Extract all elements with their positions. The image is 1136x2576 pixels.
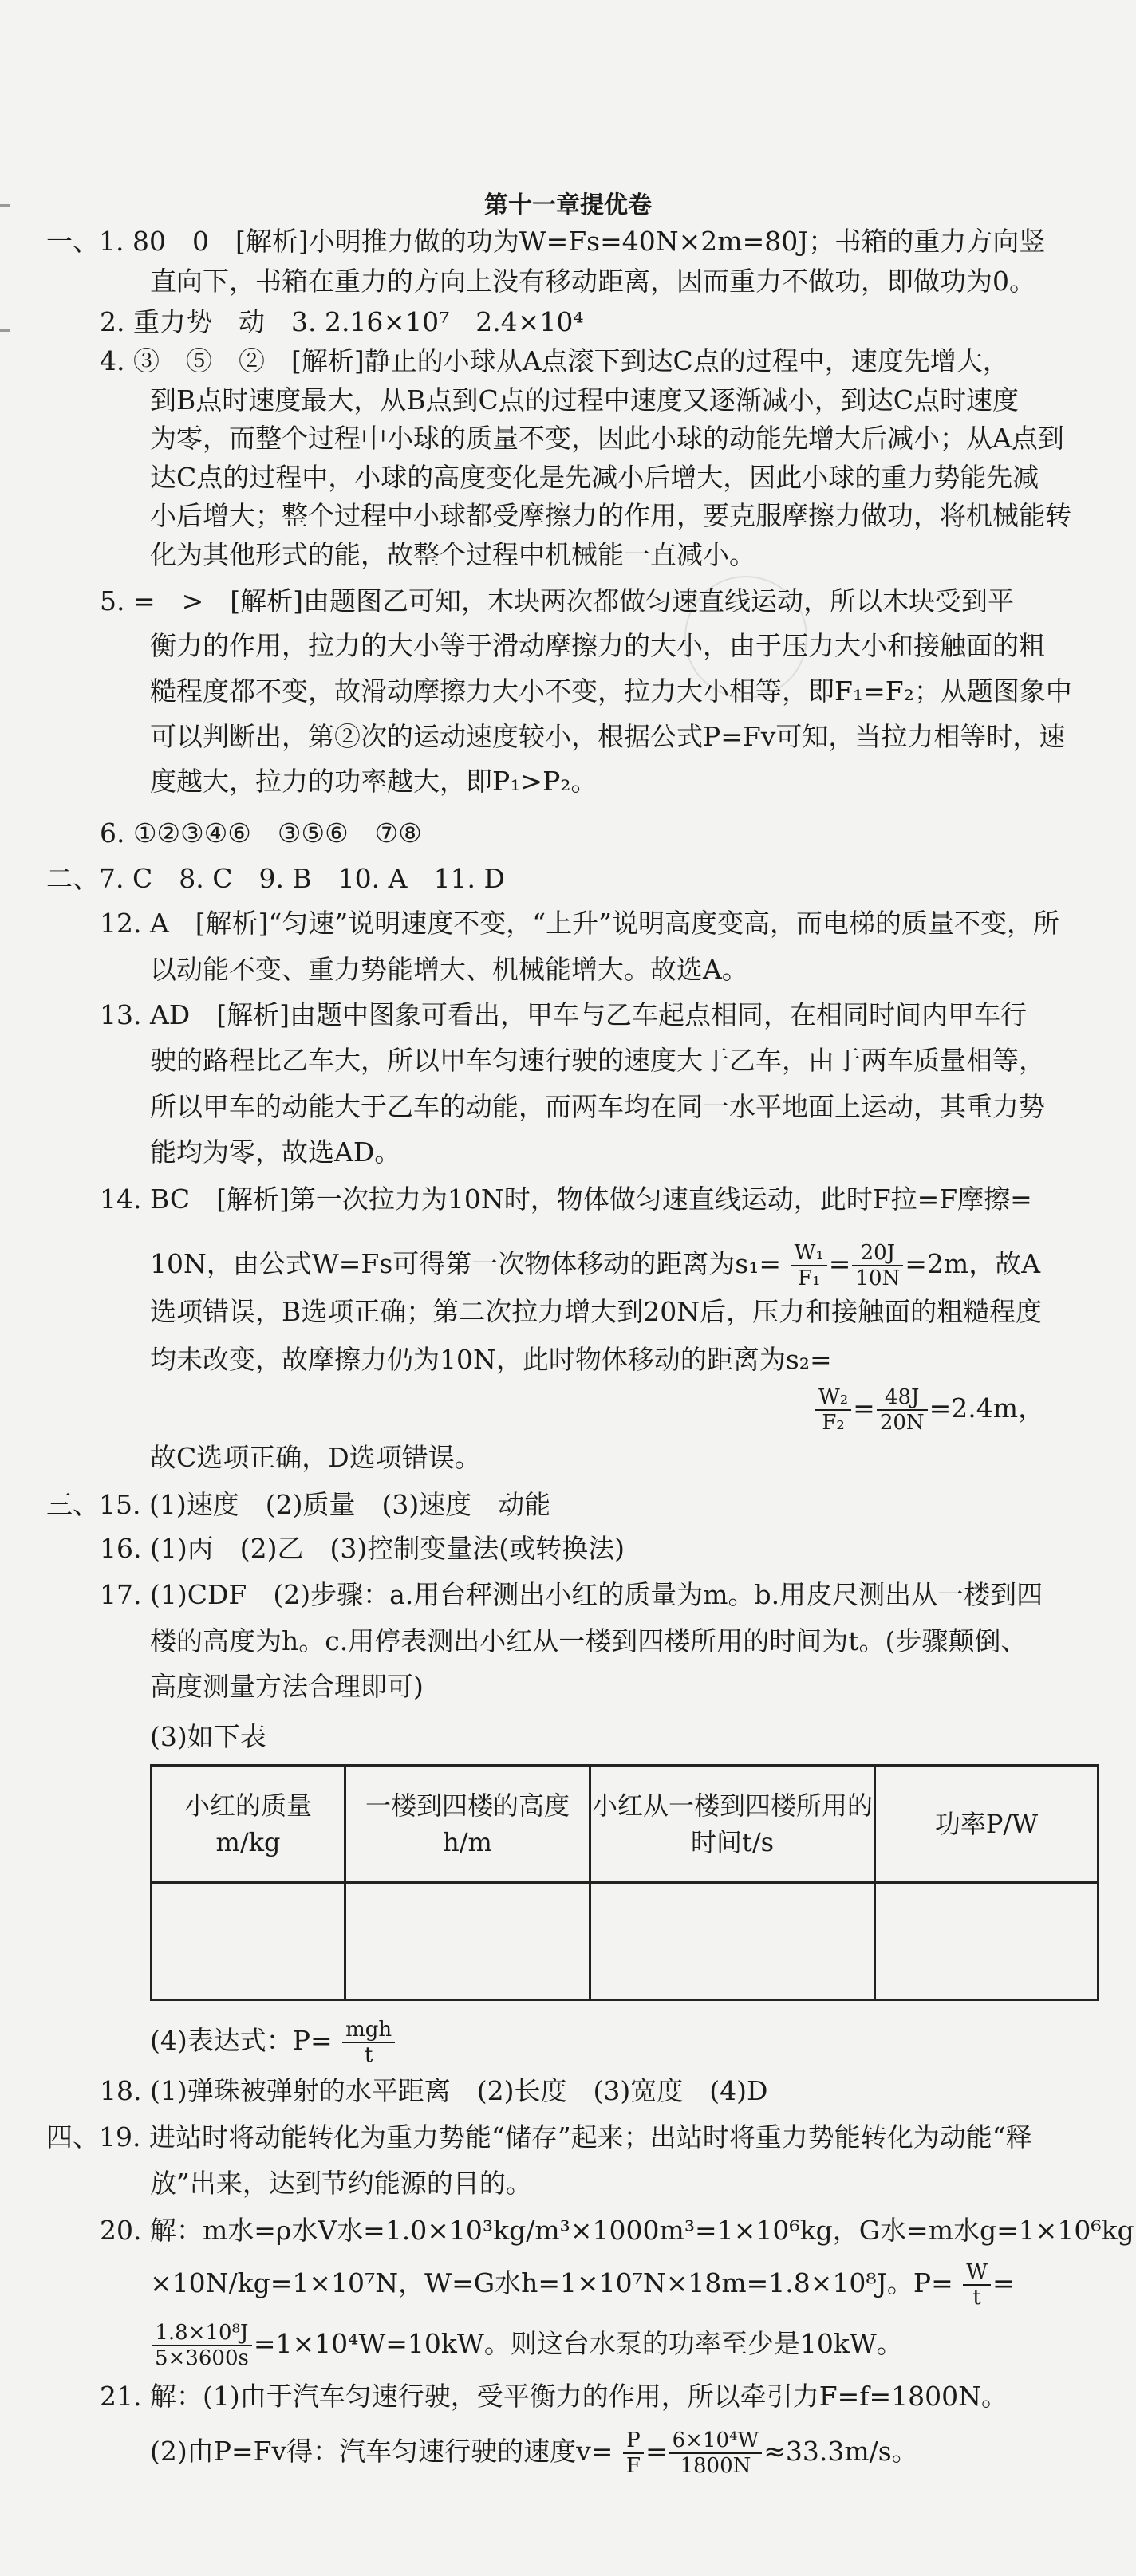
text-segment: (2)由P=Fv得：汽车匀速行驶的速度v=: [150, 2436, 613, 2467]
text-line: 小后增大；整个过程中小球都受摩擦力的作用，要克服摩擦力做功，将机械能转: [150, 500, 1071, 531]
table-cell: [875, 1883, 1099, 2000]
text-line: 一、1. 80 0 [解析]小明推力做的功为W=Fs=40N×2m=80J；书箱的重力方向竖: [46, 226, 1046, 257]
text-line: 20. 解：m水=ρ水V水=1.0×10³kg/m³×1000m³=1×10⁶kg，G水=m水g=1×10⁶kg: [100, 2215, 1134, 2246]
text-line: 直向下，书箱在重力的方向上没有移动距离，因而重力不做功，即做功为0。: [150, 266, 1035, 297]
table-header-cell: 功率P/W: [875, 1766, 1099, 1883]
text-line: 2. 重力势 动 3. 2.16×10⁷ 2.4×10⁴: [100, 306, 584, 337]
text-line: 故C选项正确，D选项错误。: [150, 1442, 481, 1473]
text-line: 13. AD [解析]由题中图象可看出，甲车与乙车起点相同，在相同时间内甲车行: [100, 999, 1028, 1030]
fraction: [342, 2018, 395, 2067]
text-line: 14. BC [解析]第一次拉力为10N时，物体做匀速直线运动，此时F拉=F摩擦=: [100, 1184, 1032, 1215]
fraction-denominator: 5×3600s: [155, 2346, 249, 2370]
text-segment: ×10N/kg=1×10⁷N，W=G水h=1×10⁷N×18m=1.8×10⁸J。P=: [150, 2267, 953, 2298]
text-line: 12. A [解析]“匀速”说明速度不变，“上升”说明高度变高，而电梯的质量不变，所: [100, 908, 1060, 939]
fraction: [791, 1241, 827, 1290]
text-line: 达C点的过程中，小球的高度变化是先减小后增大，因此小球的重力势能先减: [150, 462, 1039, 493]
text-line: 楼的高度为h。c.用停表测出小红从一楼到四楼所用的时间为t。(步骤颠倒、: [150, 1625, 1028, 1656]
fraction: [623, 2428, 644, 2478]
margin-mark: [0, 329, 10, 332]
fraction: [815, 1385, 851, 1435]
fraction-denominator: 10N: [855, 1266, 901, 1290]
table-row: [152, 1883, 1099, 2000]
fraction-denominator: t: [972, 2286, 981, 2310]
text-line: 二、7. C 8. C 9. B 10. A 11. D: [46, 863, 505, 894]
text-line: 16. (1)丙 (2)乙 (3)控制变量法(或转换法): [100, 1533, 625, 1564]
text-line: 三、15. (1)速度 (2)质量 (3)速度 动能: [46, 1489, 551, 1520]
fraction: [152, 2321, 252, 2370]
table-cell: [345, 1883, 590, 2000]
text-line: 17. (1)CDF (2)步骤：a.用台秤测出小红的质量为m。b.用皮尺测出从一楼到四: [100, 1579, 1043, 1610]
text-segment: (4)表达式：P=: [150, 2025, 333, 2056]
fraction: [669, 2428, 763, 2478]
text-line: (3)如下表: [150, 1721, 266, 1752]
text-line: 化为其他形式的能，故整个过程中机械能一直减小。: [150, 539, 755, 570]
fraction-denominator: t: [364, 2043, 373, 2067]
table-header-cell: 小红的质量m/kg: [152, 1766, 345, 1883]
margin-mark: [0, 204, 10, 207]
text-line: 所以甲车的动能大于乙车的动能，而两车均在同一水平地面上运动，其重力势: [150, 1091, 1045, 1122]
text-segment: =2.4m，: [929, 1392, 1045, 1424]
page-title: 第十一章提优卷: [484, 191, 652, 219]
text-line: 四、19. 进站时将动能转化为重力势能“储存”起来；出站时将重力势能转化为动能“释: [46, 2121, 1032, 2153]
table-cell: [152, 1883, 345, 2000]
fraction: [852, 1241, 903, 1290]
text-line: 放”出来，达到节约能源的目的。: [150, 2168, 532, 2199]
formula-line: 10N，由公式W=Fs可得第一次物体移动的距离为s₁= $\frac{\text{W₁}}{\text{F₁}}$ = $\frac{20J}{10N}$ =2m，故A: [150, 1241, 1041, 1290]
text-segment: ≈33.3m/s。: [763, 2436, 918, 2467]
text-segment: 10N，由公式W=Fs可得第一次物体移动的距离为s₁=: [150, 1248, 782, 1279]
text-line: 高度测量方法合理即可): [150, 1671, 424, 1702]
text-line: 选项错误，B选项正确；第二次拉力增大到20N后，压力和接触面的粗糙程度: [150, 1296, 1043, 1327]
table-header-cell: 一楼到四楼的高度h/m: [345, 1766, 590, 1883]
text-segment: =1×10⁴W=10kW。则这台水泵的功率至少是10kW。: [253, 2328, 903, 2359]
table-header-cell: 小红从一楼到四楼所用的时间t/s: [590, 1766, 875, 1883]
fraction-numerator: W₂: [815, 1385, 851, 1411]
fraction-numerator: 48J: [877, 1385, 928, 1411]
text-line: 糙程度都不变，故滑动摩擦力大小不变，拉力大小相等，即F₁=F₂；从题图象中: [150, 676, 1072, 707]
fraction-denominator: F: [625, 2454, 641, 2478]
text-line: 驶的路程比乙车大，所以甲车匀速行驶的速度大于乙车，由于两车质量相等，: [150, 1045, 1045, 1076]
fraction-denominator: 1800N: [680, 2454, 751, 2478]
text-line: 6. ①②③④⑥ ③⑤⑥ ⑦⑧: [100, 817, 422, 849]
formula-line: [150, 2018, 396, 2067]
table-header-row: [152, 1766, 1099, 1883]
fraction-numerator: W₁: [791, 1241, 827, 1266]
text-line: 均未改变，故摩擦力仍为10N，此时物体移动的距离为s₂=: [150, 1344, 832, 1375]
text-line: 为零，而整个过程中小球的质量不变，因此小球的动能先增大后减小；从A点到: [150, 423, 1064, 454]
text-line: 18. (1)弹珠被弹射的水平距离 (2)长度 (3)宽度 (4)D: [100, 2075, 768, 2106]
text-line: 21. 解：(1)由于汽车匀速行驶，受平衡力的作用，所以牵引力F=f=1800N。: [100, 2381, 1008, 2412]
fraction: [963, 2260, 991, 2310]
fraction-numerator: 1.8×10⁸J: [152, 2321, 252, 2346]
formula-line: [150, 2321, 903, 2370]
text-line: 以动能不变、重力势能增大、机械能增大。故选A。: [150, 954, 748, 985]
fraction-numerator: 6×10⁴W: [669, 2428, 763, 2454]
text-line: 可以判断出，第②次的运动速度较小，根据公式P=Fv可知，当拉力相等时，速: [150, 721, 1066, 752]
fraction-numerator: P: [623, 2428, 644, 2454]
fraction-denominator: 20N: [879, 1411, 925, 1435]
fraction-numerator: W: [963, 2260, 991, 2286]
table-cell: [590, 1883, 875, 2000]
data-table: [150, 1764, 1099, 2001]
text-line: 到B点时速度最大，从B点到C点的过程中速度又逐渐减小，到达C点时速度: [150, 384, 1019, 416]
formula-line: ×10N/kg=1×10⁷N，W=G水h=1×10⁷N×18m=1.8×10⁸J。P= $\frac{W}{t}$ =: [150, 2260, 1015, 2310]
text-segment: =2m，故A: [905, 1248, 1041, 1279]
fraction-denominator: F₁: [797, 1266, 821, 1290]
formula-line: $\frac{\text{W₂}}{\text{F₂}}$ = $\frac{48J}{20N}$ =2.4m，: [814, 1385, 1044, 1435]
text-line: 度越大，拉力的功率越大，即P₁>P₂。: [150, 766, 598, 797]
text-line: 衡力的作用，拉力的大小等于滑动摩擦力的大小，由于压力大小和接触面的粗: [150, 630, 1045, 661]
fraction-denominator: F₂: [822, 1411, 845, 1435]
formula-line: (2)由P=Fv得：汽车匀速行驶的速度v= $\frac{P}{F}$ = $\frac{\text{6×10⁴W}}{1800N}$ ≈33.3m/s。: [150, 2428, 918, 2478]
text-line: 能均为零，故选AD。: [150, 1136, 401, 1168]
fraction: [877, 1385, 928, 1435]
text-line: 5. = > [解析]由题图乙可知，木块两次都做匀速直线运动，所以木块受到平: [100, 585, 1015, 616]
fraction-numerator: 20J: [852, 1241, 903, 1266]
text-line: 4. ③ ⑤ ② [解析]静止的小球从A点滚下到达C点的过程中，速度先增大，: [100, 345, 1009, 376]
fraction-numerator: mgh: [342, 2018, 395, 2043]
